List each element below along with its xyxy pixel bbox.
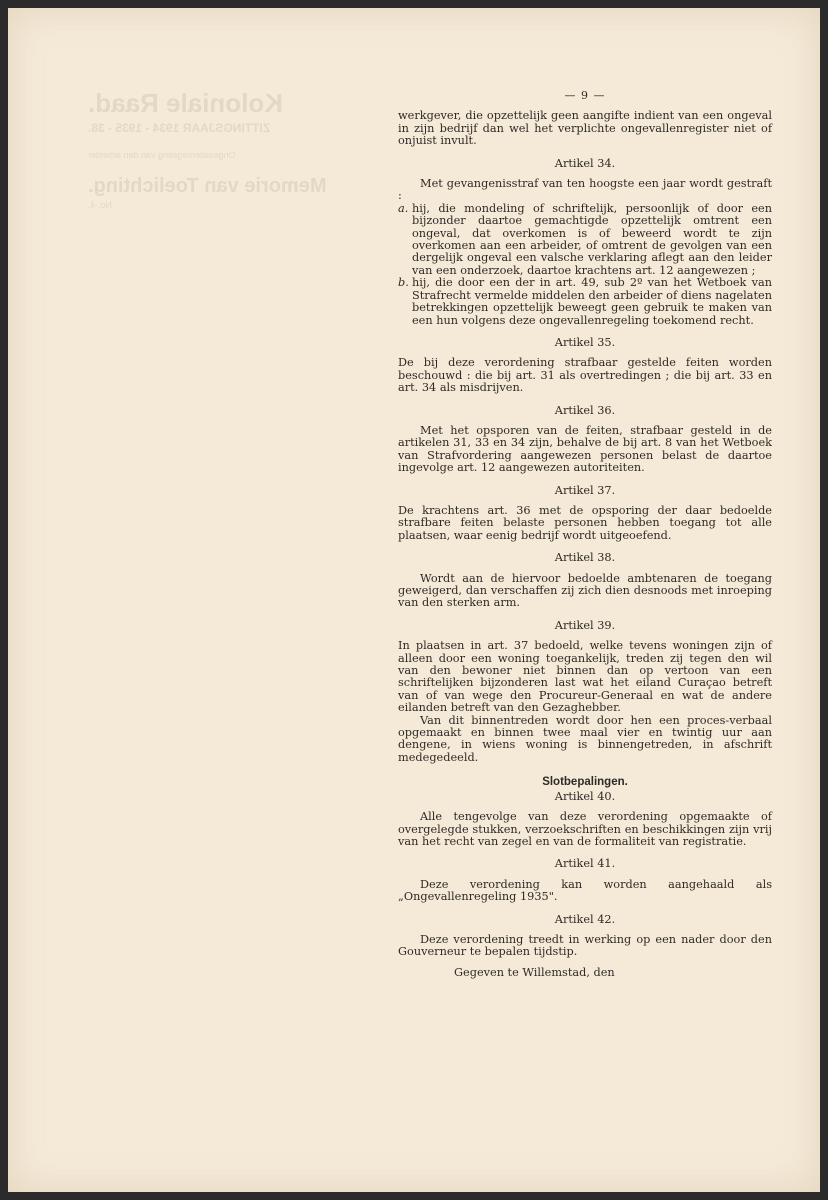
article-35-text: De bij deze verordening strafbaar gestelde feiten worden beschouwd : die bij art. 31 als overtredingen ; die bij art. 33 en art. 34 als misdrijven. (398, 356, 772, 395)
item-label: a. (398, 201, 409, 215)
ghost-line: No. 4. (88, 200, 113, 210)
ghost-line: Koloniale Raad. (88, 88, 284, 118)
article-34-item-b (398, 277, 772, 327)
ghost-line: ZITTINGSJAAR 1934 - 1935 - 38. (88, 121, 271, 135)
section-heading: Slotbepalingen. (542, 776, 628, 789)
article-35-title: Artikel 35. (554, 335, 616, 349)
page-number: — 9 — (564, 89, 606, 102)
article-36-title: Artikel 36. (554, 403, 616, 417)
article-34-lead: Met gevangenisstraf van ten hoogste een jaar wordt gestraft : (398, 177, 772, 203)
ghost-line: Memorie van Toelichting. (88, 175, 327, 197)
bleed-through-text (88, 88, 358, 210)
article-41-text: Deze verordening kan worden aangehaald als „Ongevallenregeling 1935". (398, 877, 772, 904)
item-label: b. (398, 276, 409, 290)
article-41-title: Artikel 41. (554, 857, 616, 871)
ghost-line: Ongevallenregeling van den arbeider (88, 150, 236, 160)
item-text: hij, die door een der in art. 49, sub 2º van het Wetboek van Strafrecht vermelde middelen den arbeider of diens nagelaten betrekkingen opzettelijk beweegt geen gebruik te maken van een hun volgens deze ongevallenregeling toekomend recht. (412, 276, 772, 327)
article-40-text: Alle tengevolge van deze verordening opgemaakte of overgelegde stukken, verzoekschriften en beschikkingen zijn vrij van het recht van zegel en van de formaliteit van registratie. (398, 810, 772, 848)
closing-line: Gegeven te Willemstad, den (454, 965, 615, 979)
document-page (8, 8, 820, 1192)
article-36-text: Met het opsporen van de feiten, strafbaar gesteld in de artikelen 31, 33 en 34 zijn, behalve de bij art. 8 van het Wetboek van Strafvordering aangewezen personen belast de daartoe ingevolge art. 12 aangewezen autoriteiten. (398, 423, 772, 475)
article-39-text-1: In plaatsen in art. 37 bedoeld, welke tevens woningen zijn of alleen door een woning toegankelijk, treden zij tegen den wil van den bewoner niet binnen dan op vertoon van een schriftelijken bijzonderen last wat het eiland Curaçao betreft van of van wege den Procureur-Generaal en wat de andere eilanden betreft van den Gezaghebber. (398, 639, 772, 715)
article-39-text-2: Van dit binnentreden wordt door hen een proces-verbaal opgemaakt en binnen twee maal vier en twintig uur aan dengene, in wiens woning is binnengetreden, in afschrift medegedeeld. (398, 713, 772, 764)
article-38-text: Wordt aan de hiervoor bedoelde ambtenaren de toegang geweigerd, dan verschaffen zij zich dien desnoods met inroeping van den sterken arm. (398, 571, 772, 610)
article-39-title: Artikel 39. (554, 618, 616, 632)
article-37-title: Artikel 37. (554, 483, 616, 497)
item-text: hij, die mondeling of schriftelijk, persoonlijk of door een bijzonder daartoe gemachtigde opzettelijk omtrent een ongeval, dat overkomen is of beweerd wordt te zijn overkomen aan een arbeider, of omtrent de gevolgen van een dergelijk ongeval een valsche verklaring aflegt aan den leider van een onderzoek, daartoe krachtens art. 12 aangewezen ; (412, 201, 772, 277)
article-37-text: De krachtens art. 36 met de opsporing der daar bedoelde strafbare feiten belaste personen hebben toegang tot alle plaatsen, waar eenig bedrijf wordt uitgeoefend. (398, 503, 772, 542)
article-34-title: Artikel 34. (554, 156, 616, 170)
article-34-item-a (398, 203, 772, 277)
text-column (398, 90, 772, 979)
intro-paragraph: werkgever, die opzettelijk geen aangifte indient van een ongeval in zijn bedrijf dan wel het verplichte ongevallenregister niet of onjuist invult. (398, 109, 772, 148)
article-42-text: Deze verordening treedt in werking op een nader door den Gouverneur te bepalen tijdstip. (398, 932, 772, 959)
article-40-title: Artikel 40. (554, 789, 616, 803)
article-42-title: Artikel 42. (554, 912, 616, 926)
article-38-title: Artikel 38. (554, 551, 616, 565)
